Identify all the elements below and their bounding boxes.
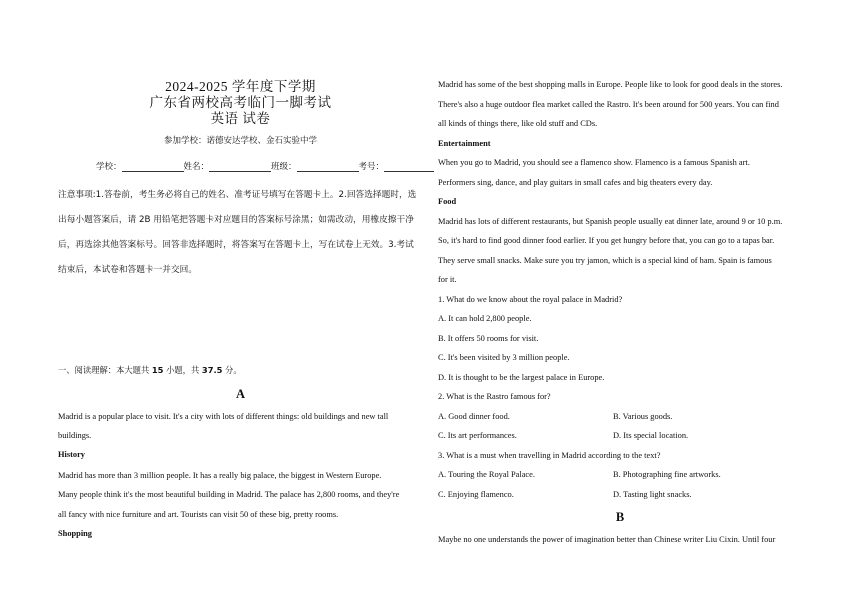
question-3: 3. What is a must when travelling in Madrid according to the text? xyxy=(438,451,661,460)
exam-title-name: 广东省两校高考临门一脚考试 xyxy=(149,95,332,110)
participating-schools: 参加学校：诺德安达学校、金石实验中学 xyxy=(163,136,317,146)
q3-option-d: D. Tasting light snacks. xyxy=(613,490,692,499)
section-heading xyxy=(58,364,242,376)
passage-a-text: buildings. xyxy=(58,431,92,440)
name-blank xyxy=(209,162,271,172)
passage-a-text: So, it's hard to find good dinner food earlier. If you get hungry before that, you can go to a tapas bar. xyxy=(438,236,775,245)
section-score: 37.5 xyxy=(201,365,223,375)
school-label: 学校： xyxy=(96,162,122,172)
q2-option-c: C. Its art performances. xyxy=(438,431,517,440)
passage-a-text: Madrid has some of the best shopping malls in Europe. People like to look for good deals in the stores. xyxy=(438,80,783,89)
passage-a-text: all fancy with nice furniture and art. Tourists can visit 50 of these big, pretty rooms. xyxy=(58,510,339,519)
school-blank xyxy=(122,162,184,172)
section-middle: 小题，共 xyxy=(163,365,202,375)
q1-option-c: C. It's been visited by 3 million people. xyxy=(438,353,570,362)
notice-line: 后，再选涂其他答案标号。回答非选择题时，将答案写在答题卡上，写在试卷上无效。3.考试 xyxy=(58,240,414,250)
history-heading: History xyxy=(58,450,85,459)
notice-line: 出每小题答案后，请 2B 用铅笔把答题卡对应题目的答案标号涂黑；如需改动，用橡皮擦干净 xyxy=(58,215,414,225)
q2-option-b: B. Various goods. xyxy=(613,412,673,421)
notice-line: 结束后，本试卷和答题卡一并交回。 xyxy=(58,265,197,275)
passage-b-text: Maybe no one understands the power of imagination better than Chinese writer Liu Cixin. Until four xyxy=(438,535,776,544)
student-info-line xyxy=(96,160,396,172)
question-1: 1. What do we know about the royal palace in Madrid? xyxy=(438,295,623,304)
class-blank xyxy=(297,162,359,172)
passage-a-text: Madrid has lots of different restaurants, but Spanish people usually eat dinner late, around 9 or 10 p.m. xyxy=(438,217,783,226)
passage-a-text: There's also a huge outdoor flea market called the Rastro. It's been around for 500 years. You can find xyxy=(438,100,779,109)
section-suffix: 分。 xyxy=(222,365,242,375)
passage-a-text: Many people think it's the most beautiful building in Madrid. The palace has 2,800 rooms, and they're xyxy=(58,490,400,499)
q3-option-b: B. Photographing fine artworks. xyxy=(613,470,721,479)
passage-b-letter: B xyxy=(615,510,625,524)
q2-option-a: A. Good dinner food. xyxy=(438,412,510,421)
notice-line: 注意事项:1.答卷前，考生务必将自己的姓名、准考证号填写在答题卡上。2.回答选择题时，选 xyxy=(58,190,417,200)
q1-option-d: D. It is thought to be the largest palace in Europe. xyxy=(438,373,605,382)
passage-a-text: When you go to Madrid, you should see a flamenco show. Flamenco is a famous Spanish art. xyxy=(438,158,750,167)
exam-notice xyxy=(58,183,417,283)
q3-option-a: A. Touring the Royal Palace. xyxy=(438,470,535,479)
passage-a-text: all kinds of things there, like old stuff and CDs. xyxy=(438,119,598,128)
passage-a-text: Madrid is a popular place to visit. It's a city with lots of different things: old buildings and new tall xyxy=(58,412,389,421)
passage-a-text: Performers sing, dance, and play guitars in small cafes and big theaters every day. xyxy=(438,178,713,187)
q1-option-a: A. It can hold 2,800 people. xyxy=(438,314,532,323)
passage-a-text: for it. xyxy=(438,275,457,284)
q1-option-b: B. It offers 50 rooms for visit. xyxy=(438,334,539,343)
exam-title-year: 2024-2025 学年度下学期 xyxy=(165,79,316,94)
passage-a-letter: A xyxy=(235,387,246,401)
passage-a-text: Madrid has more than 3 million people. It has a really big palace, the biggest in Western Europe. xyxy=(58,471,382,480)
passage-a-text: They serve small snacks. Make sure you try jamon, which is a special kind of ham. Spain is famous xyxy=(438,256,772,265)
name-label: 姓名： xyxy=(183,162,210,172)
question-2: 2. What is the Rastro famous for? xyxy=(438,392,551,401)
q3-option-c: C. Enjoying flamenco. xyxy=(438,490,514,499)
number-blank xyxy=(384,162,434,172)
class-label: 班级： xyxy=(271,162,297,172)
shopping-heading: Shopping xyxy=(58,529,92,538)
exam-title-subject: 英语 试卷 xyxy=(210,111,271,126)
number-label: 考号： xyxy=(358,162,385,172)
q2-option-d: D. Its special location. xyxy=(613,431,689,440)
food-heading: Food xyxy=(438,197,457,206)
section-prefix: 一、阅读理解：本大题共 xyxy=(58,365,152,375)
entertainment-heading: Entertainment xyxy=(438,139,491,148)
section-count: 15 xyxy=(151,365,164,375)
